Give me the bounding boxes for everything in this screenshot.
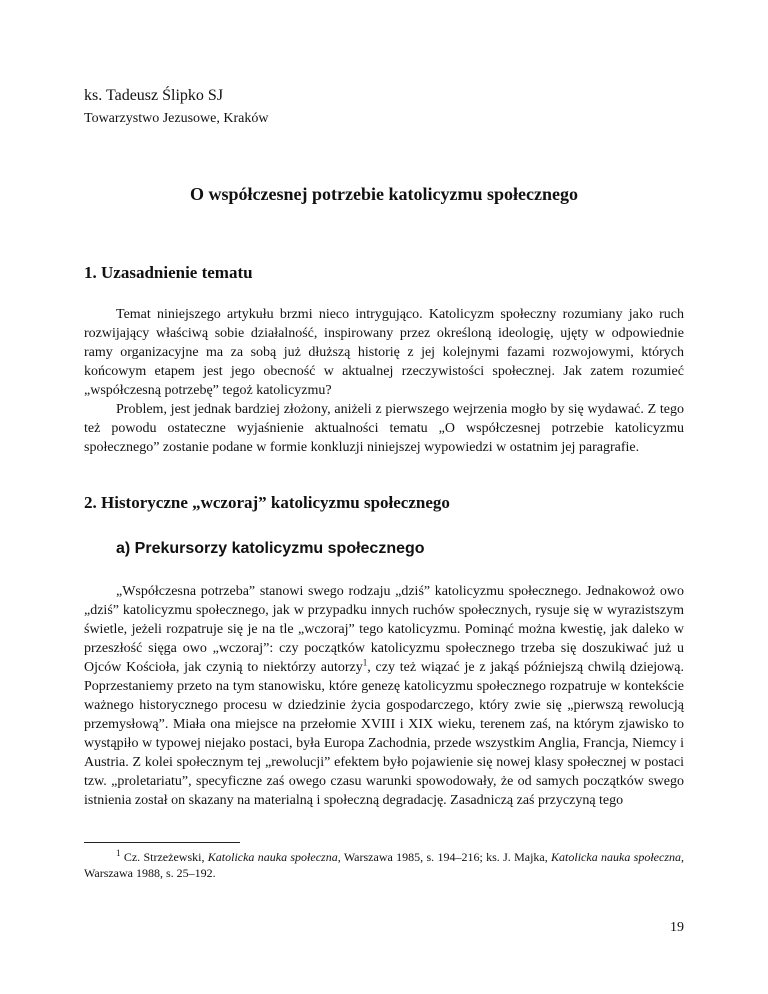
section-1-heading: 1. Uzasadnienie tematu (84, 263, 253, 282)
author-affiliation: Towarzystwo Jezusowe, Kraków (84, 111, 269, 126)
author-name: ks. Tadeusz Ślipko SJ (84, 87, 224, 104)
footnote-reference: 1 (362, 657, 368, 668)
subsection-a-heading: a) Prekursorzy katolicyzmu społecznego (116, 540, 425, 557)
paragraph-text-part-1: „Współczesna potrzeba” stanowi swego rodzaju „dziś” katolicyzmu społecznego. Jednakowoż owo „dziś” katolicyzmu społecznego, jak w przypadku innych ruchów społecznych, rysuje się w wyrazistszym świetle, jeżeli rozpatruje się je na tle „wczoraj” tego katolicyzmu. Pominąć można kwestię, jak daleko w przeszłość sięga owo „wczoraj”: czy początków katolicyzmu społecznego trzeba się doszukiwać już u Ojców Kościoła, jak czynią to niektórzy autorzy (84, 584, 684, 675)
footnote (84, 849, 684, 881)
paragraph: Problem, jest jednak bardziej złożony, aniżeli z pierwszego wejrzenia mogło by się wydawać. Z tego też powodu ostateczne wyjaśnienie aktualności tematu „O współczesnej potrzebie katolicyzmu społecznego” zostanie podane w formie konkluzji niniejszej wypowiedzi w ostatnim jej paragrafie. (84, 402, 684, 455)
footnote-number: 1 (116, 848, 121, 858)
footnote-text: Cz. Strzeżewski, (120, 850, 208, 864)
footnote-text: , Warszawa 1985, s. 194–216; ks. J. Majka, (337, 850, 552, 864)
paragraph (84, 582, 684, 810)
footnote-work-title: Katolicka nauka społeczna (551, 850, 681, 864)
paragraph-text-part-2: , czy też wiązać je z jakąś późniejszą chwilą dziejową. Poprzestaniemy przeto na tym stanowisku, które genezę katolicyzmu społecznego rozpatruje w kontekście ważnego historycznego procesu w dziedzinie życia gospodarczego, który zwie się „pierwszą rewolucją przemysłową”. Miała ona miejsce na przełomie XVIII i XIX wieku, terenem zaś, na którym zjawisko to wystąpiło w typowej niejako postaci, była Europa Zachodnia, przede wszystkim Anglia, Francja, Niemcy i Austria. Z kolei społecznym tej „rewolucji” efektem było pojawienie się nowej klasy społecznej w postaci tzw. „proletariatu”, specyficzne zaś owego czasu warunki spowodowały, że od samych początków swego istnienia został on skazany na materialną i społeczną degradację. Zasadniczą zaś przyczyną tego (84, 660, 684, 808)
section-1-body (84, 305, 684, 457)
page-number: 19 (670, 920, 684, 935)
section-2-heading: 2. Historyczne „wczoraj” katolicyzmu społecznego (84, 493, 450, 512)
section-2-body (84, 582, 684, 810)
author-block (84, 86, 268, 128)
footnote-text: , Warszawa 1988, s. 25–192. (84, 850, 684, 880)
paragraph: Temat niniejszego artykułu brzmi nieco intrygująco. Katolicyzm społeczny rozumiany jako ruch rozwijający właściwą sobie działalność, inspirowany przez określoną ideologię, ujęty w odpowiednie ramy organizacyjne ma za sobą już dłuższą historię z jej kolejnymi fazami rozwojowymi, których końcowym etapem jest jego obecność w aktualnej rzeczywistości społecznej. Jak zatem rozumieć „współczesną potrzebę” tegoż katolicyzmu? (84, 307, 684, 398)
footnote-work-title: Katolicka nauka społeczna (207, 850, 338, 864)
footnote-separator (84, 842, 240, 843)
article-title: O współczesnej potrzebie katolicyzmu społecznego (190, 184, 578, 204)
